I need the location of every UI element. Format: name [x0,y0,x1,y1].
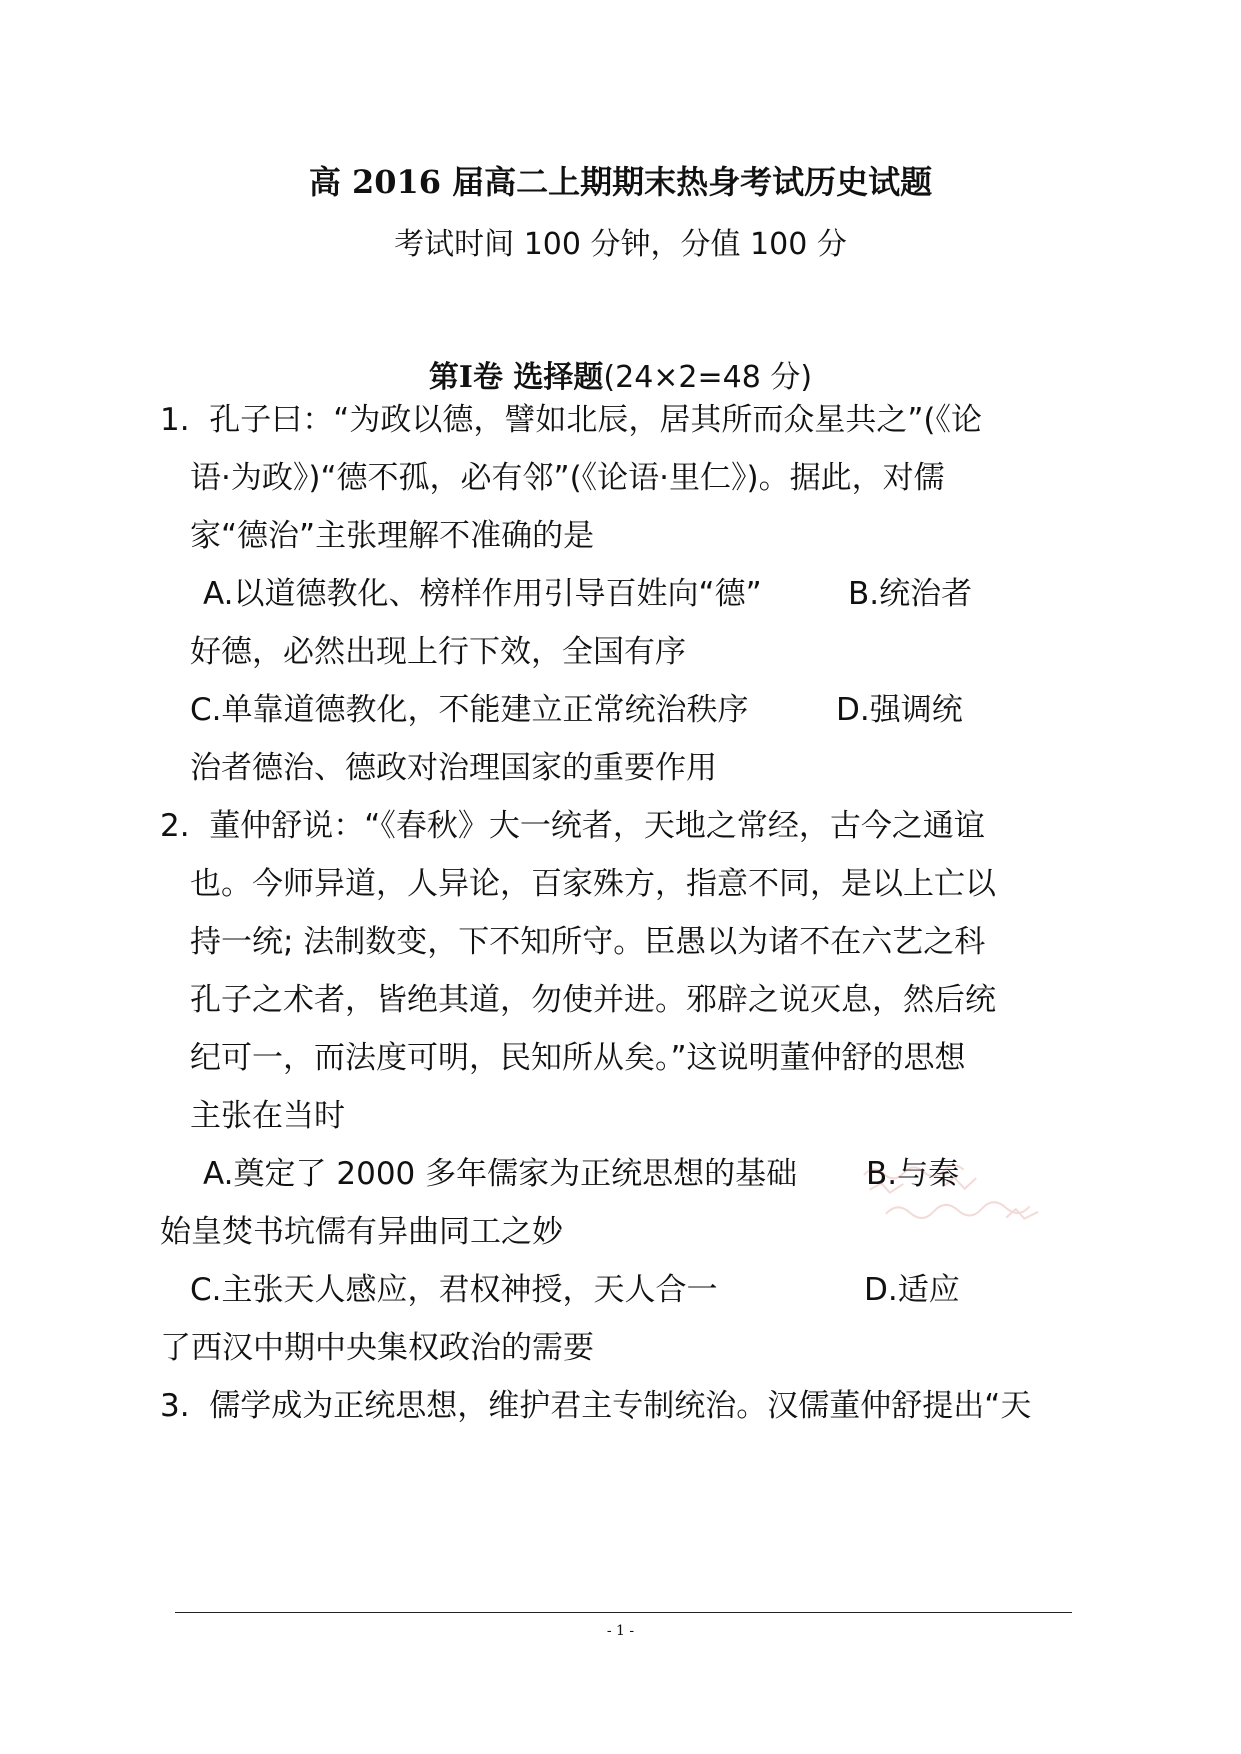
q1-stem-line: 家“德治”主张理解不准确的是 [190,518,595,554]
q2-stem-line: 孔子之术者，皆绝其道，勿使并进。邪辟之说灭息，然后统 [190,982,996,1018]
q1-option-b-continued: 好德，必然出现上行下效，全国有序 [190,634,686,670]
q2-stem-line: 2. 董仲舒说：“《春秋》大一统者，天地之常经，古今之通谊 [160,808,985,844]
exam-subtitle: 考试时间 100 分钟，分值 100 分 [394,227,847,262]
watermark-stamp [853,1145,1067,1246]
section-score: (24×2=48 分) [603,360,813,395]
watermark-stamp-graphic [853,1145,1067,1246]
exam-title: 高 2016 届高二上期期末热身考试历史试题 [308,163,933,201]
q2-stem-line: 持一统; 法制数变，下不知所守。臣愚以为诸不在六艺之科 [190,924,986,960]
q1-option-d-continued: 治者德治、德政对治理国家的重要作用 [190,750,717,786]
q1-stem-line: 语·为政》)“德不孤，必有邻”(《论语·里仁》)。据此，对儒 [190,460,945,496]
q1-option-c: C.单靠道德教化，不能建立正常统治秩序 [190,692,749,728]
section-name: 第Ⅰ卷 选择题 [428,360,604,395]
q2-option-b-continued: 始皇焚书坑儒有异曲同工之妙 [160,1214,563,1250]
q1-stem-line: 1. 孔子曰：“为政以德，譬如北辰，居其所而众星共之”(《论 [160,402,982,438]
q3-stem-line: 3. 儒学成为正统思想，维护君主专制统治。汉儒董仲舒提出“天 [160,1388,1032,1424]
q2-option-d: D.适应 [864,1272,960,1308]
q2-option-a: A.奠定了 2000 多年儒家为正统思想的基础 [203,1156,798,1192]
q2-option-c: C.主张天人感应，君权神授，天人合一 [190,1272,718,1308]
q1-option-b: B.统治者 [848,576,973,612]
q2-stem-line: 也。今师异道，人异论，百家殊方，指意不同，是以上亡以 [190,866,996,902]
q1-option-a: A.以道德教化、榜样作用引导百姓向“德” [203,576,762,612]
section-heading [0,358,1241,398]
q2-option-b: B.与秦 [866,1156,960,1192]
page-number: - 1 - [606,1623,635,1639]
q2-stem-line: 主张在当时 [190,1098,345,1134]
footer-rule [175,1612,1072,1613]
q2-stem-line: 纪可一，而法度可明，民知所从矣。”这说明董仲舒的思想 [190,1040,966,1076]
q2-option-d-continued: 了西汉中期中央集权政治的需要 [160,1330,594,1366]
q1-option-d: D.强调统 [836,692,963,728]
